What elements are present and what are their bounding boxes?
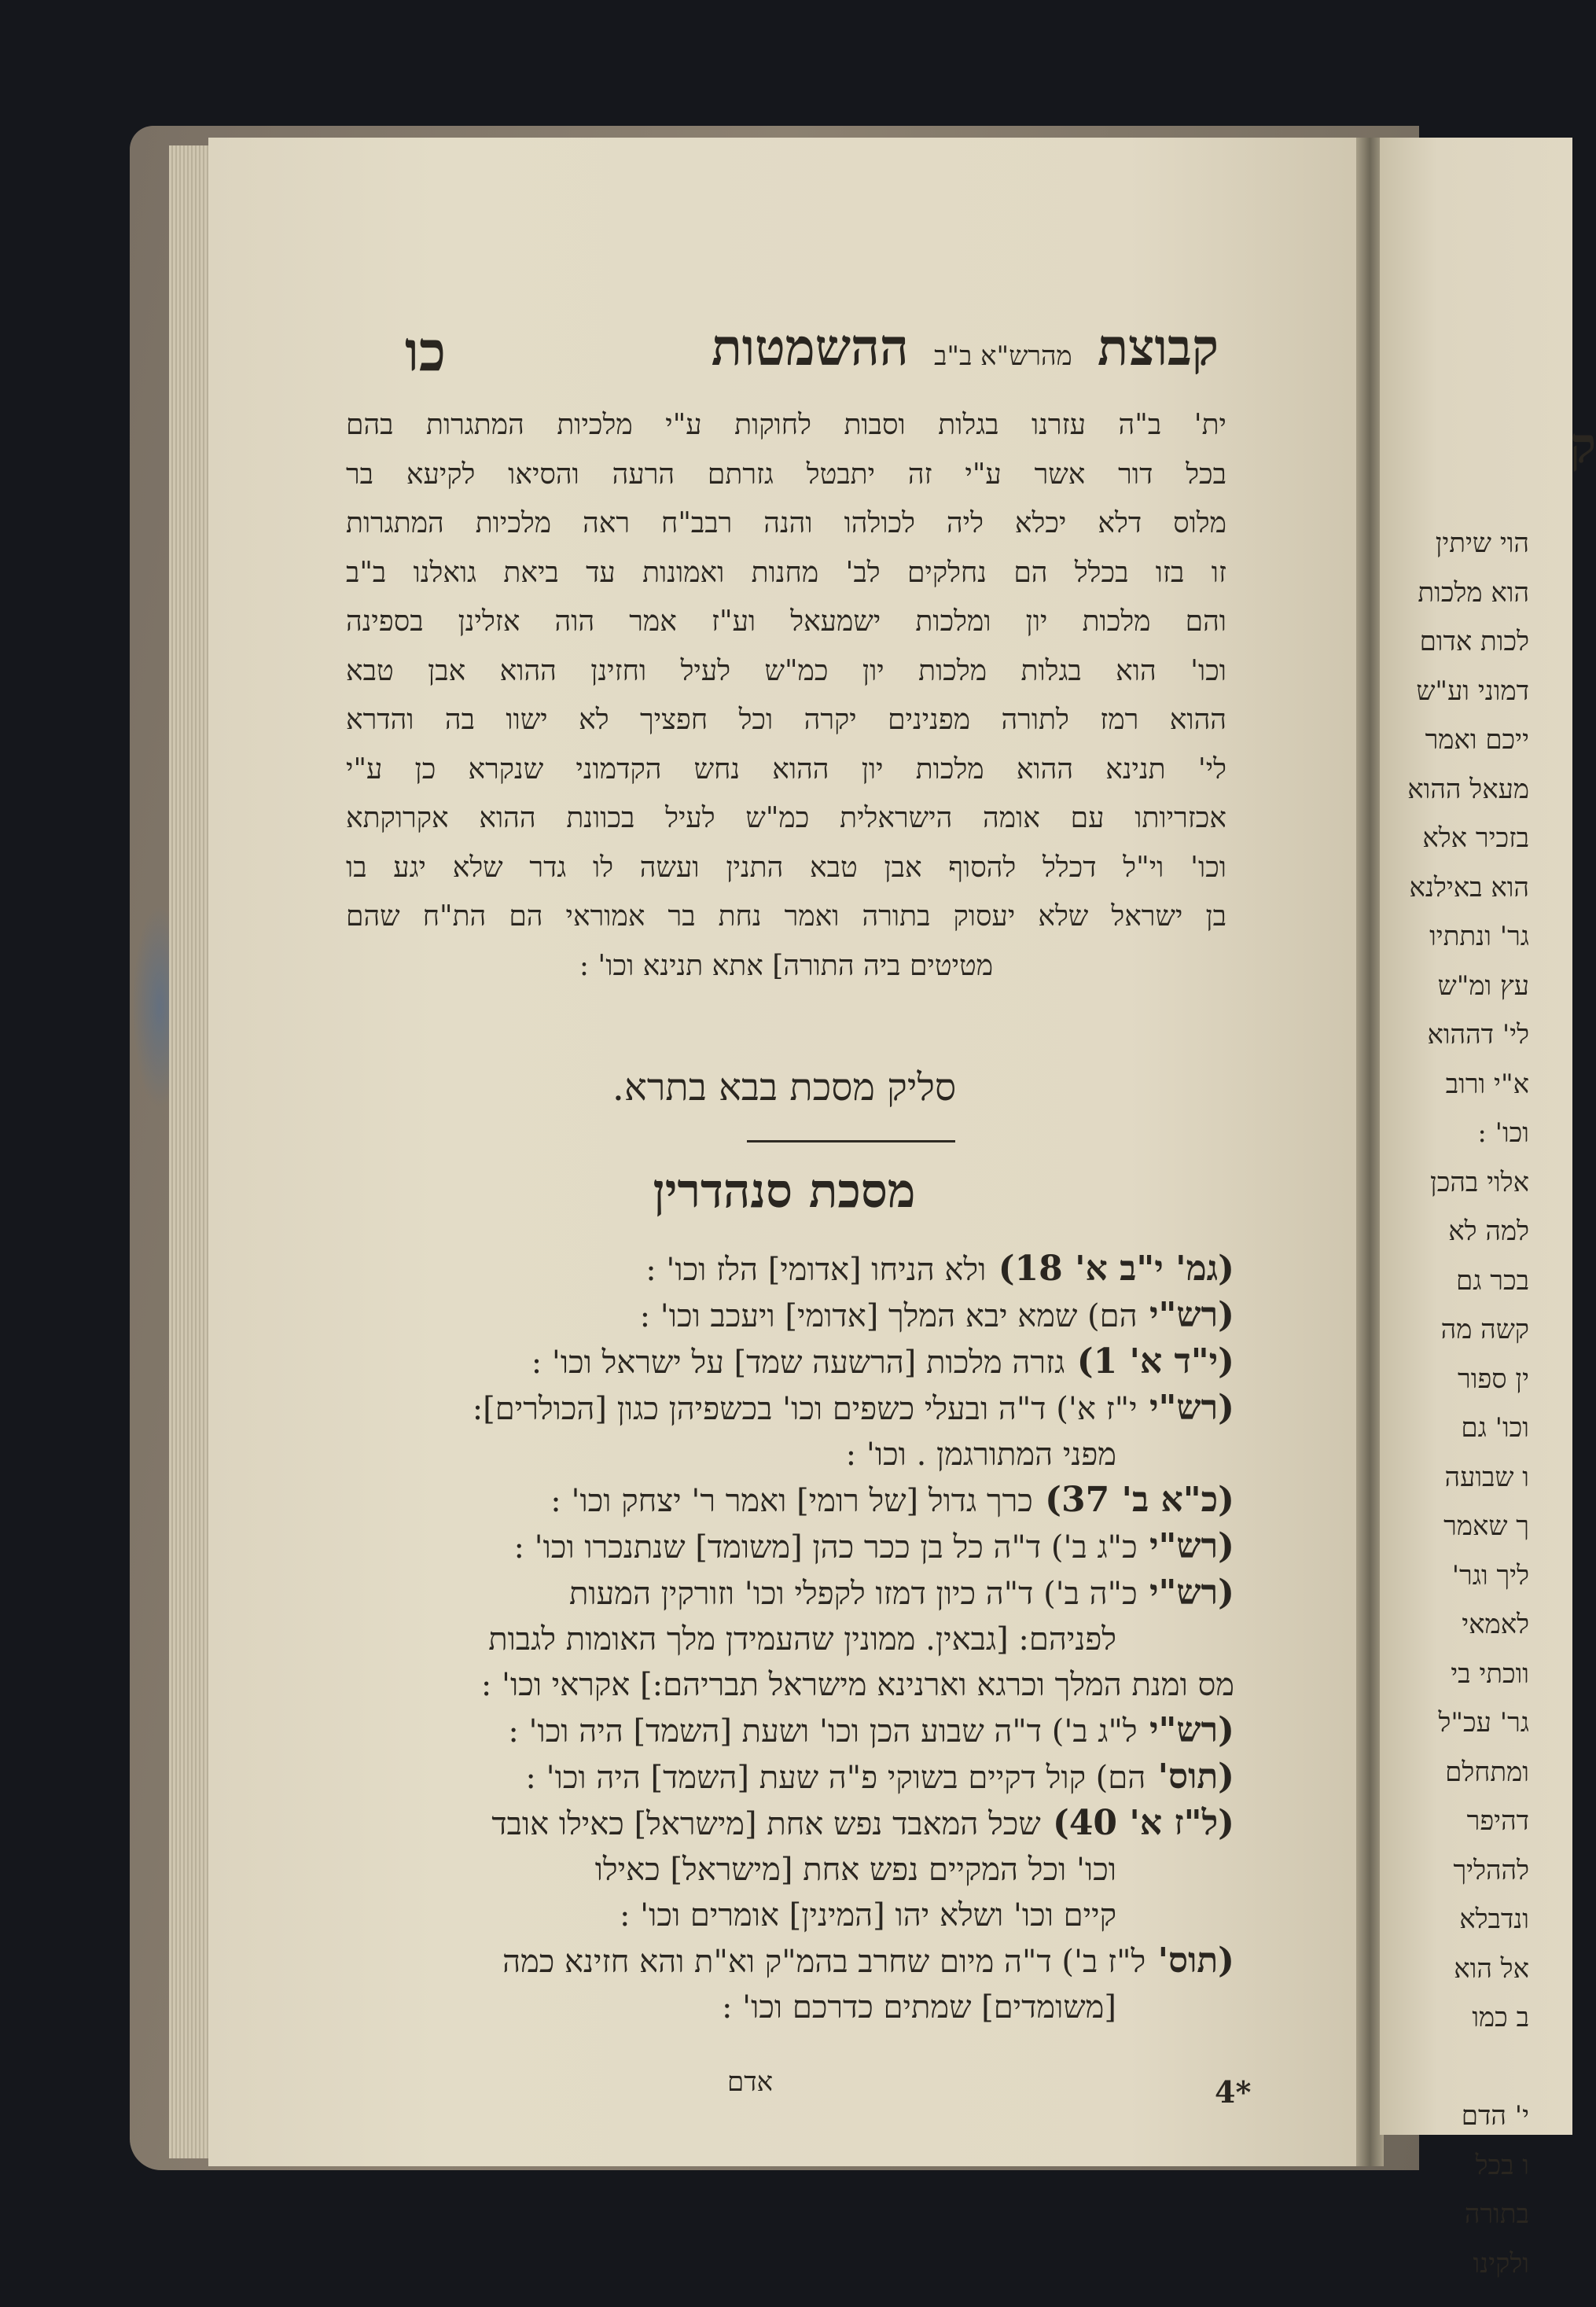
paragraph-line: וכו' וי"ל דכלל להסוף אבן טבא התנין ועשה לו גדר שלא יגע בו	[346, 851, 1226, 884]
running-title	[712, 318, 1219, 377]
commentary-paragraph	[346, 401, 1226, 991]
citation-text: הם) שמא יבא המלך [אדומי] ויעכב וכו' :	[639, 1298, 1138, 1334]
citation-text: [משומדים] שמתים כדרכם וכו' :	[721, 1989, 1116, 2026]
right-page-line: דמוני וע"ש	[1416, 675, 1529, 707]
citation-ref: (גמ' י"ב א' 18)	[986, 1249, 1234, 1289]
citation-ref: (רש"י	[1137, 1388, 1234, 1428]
paragraph-line: זו בזו בכלל הם נחלקים לב' מחנות ואמונות עד ביאת גואלנו ב"ב	[346, 556, 1226, 589]
citation-text: ל"ז ב') ד"ה מיום שחרב בהמ"ק וא"ת והא חזינא כמה	[502, 1944, 1146, 1980]
citation-entry	[322, 1801, 1234, 1847]
right-page-line: אלוי בהכן	[1430, 1166, 1529, 1198]
citation-text: גזרה מלכות [הרשעה שמד] על ישראל וכו' :	[531, 1345, 1065, 1381]
citation-ref: (רש"י	[1137, 1295, 1234, 1335]
catchword: אדם	[727, 2066, 773, 2098]
citation-text: הם) קול דקיים בשוקי פ"ה שעת [השמד] היה וכו' :	[525, 1760, 1146, 1796]
right-page-line: הוי שיתין	[1435, 528, 1529, 559]
paragraph-line: בן ישראל שלא יעסוק בתורה ואמר נחת בר אמוראי הם הת"ח שהם	[346, 900, 1226, 933]
citation-ref: (י"ד א' 1)	[1065, 1341, 1234, 1382]
citation-ref: (רש"י	[1137, 1710, 1234, 1750]
citation-text: ל"ג ב') ד"ה שבוע הכן וכו' ושעת [השמד] היה וכו' :	[508, 1713, 1138, 1750]
citation-entry	[322, 1524, 1234, 1570]
right-page-line: ונדבלא	[1459, 1904, 1529, 1935]
right-page-line: הוא מלכות	[1418, 576, 1529, 609]
right-page-line: וכו' גם	[1461, 1412, 1529, 1444]
citation-text: כ"ג ב') ד"ה כל בן ככר כהן [משומד] שנתנכרו וכו' :	[513, 1529, 1138, 1566]
right-page-line: ווכתי בי	[1451, 1658, 1529, 1690]
citation-text: מפני המתורגמן . וכו' :	[845, 1437, 1116, 1473]
right-page-line	[1372, 2043, 1529, 2092]
right-header-fragment: ק	[1569, 417, 1596, 474]
right-page-line: בכר גם	[1456, 1264, 1529, 1297]
right-page-line: א"י ורוב	[1445, 1068, 1529, 1100]
paragraph-line: מלוס דלא יכלא ליה לכולהו והנה רבב"ח ראה מלכיות המתגרות	[346, 507, 1226, 539]
citation-ref: (תוס'	[1146, 1757, 1234, 1797]
right-page-line: י' הדם	[1461, 2100, 1529, 2132]
right-page-line: אל הוא	[1454, 1952, 1529, 1985]
citation-ref: (רש"י	[1137, 1573, 1234, 1613]
header-prefix: קבוצת	[1097, 318, 1219, 377]
right-page-line: וכו' :	[1477, 1117, 1529, 1149]
right-page-line: ייכם ואמר	[1425, 724, 1529, 756]
citation-entry	[322, 1477, 1234, 1524]
right-page-line: בתורה	[1464, 2198, 1529, 2230]
citation-text: מס ומנת המלך וכרגא וארנינא מישראל תבריהם:] אקראי וכו' :	[480, 1667, 1234, 1703]
right-page-line: בזכיר אלא	[1422, 822, 1529, 854]
citation-ref: (רש"י	[1137, 1526, 1234, 1566]
citation-entry	[322, 1938, 1234, 1985]
right-page-line: ו שבועה	[1444, 1461, 1529, 1493]
citation-entry	[322, 1754, 1234, 1801]
right-page-line: ליך וגר'	[1451, 1559, 1529, 1591]
right-page-line: ב כמו	[1472, 2002, 1529, 2033]
citation-entry	[322, 1432, 1234, 1477]
citation-text: כרך גדול [של רומי] ואמר ר' יצחק וכו' :	[550, 1483, 1033, 1519]
right-page-line: לההליך	[1453, 1854, 1529, 1886]
citation-entry	[322, 1617, 1234, 1662]
citation-entry	[322, 1847, 1234, 1893]
header-small: מהרש"א ב"ב	[933, 340, 1072, 372]
right-page-line: דהיפר	[1466, 1805, 1529, 1837]
citation-text: קיים וכו' ושלא יהו [המינין] אומרים וכו' :	[619, 1897, 1116, 1934]
paragraph-line: לי' תנינא ההוא מלכות יון ההוא נחש הקדמוני שנקרא כן ע"י	[346, 752, 1226, 786]
right-page-line: ך שאמר	[1443, 1510, 1529, 1542]
right-page	[1380, 138, 1596, 2279]
right-page-line: ו בכל	[1475, 2149, 1529, 2181]
paragraph-line: ית' ב"ה עזרנו בגלות וסבות לחוקות ע"י מלכיות המתגרות בהם	[346, 409, 1226, 441]
page-number: כו	[405, 318, 447, 384]
citation-entry	[322, 1339, 1234, 1385]
citation-entry	[322, 1246, 1234, 1293]
citation-entry	[322, 1570, 1234, 1617]
right-page-line: למה לא	[1448, 1216, 1529, 1247]
signature-mark: 4*	[1215, 2074, 1252, 2110]
citation-entry	[322, 1662, 1234, 1708]
right-page-line: ומתחלם	[1445, 1756, 1529, 1788]
citation-entry	[322, 1293, 1234, 1339]
right-page-line: לאמאי	[1462, 1609, 1529, 1640]
tractate-title: מסכת סנהדרין	[653, 1164, 916, 1219]
right-page-line: מעאל ההוא	[1407, 773, 1529, 805]
citation-text: וכו' וכל המקיים נפש אחת [מישראל] כאילו	[594, 1852, 1116, 1888]
header-main: ההשמטות	[711, 318, 909, 377]
section-divider	[747, 1140, 955, 1142]
right-page-line: גר' עכ"ל	[1438, 1707, 1529, 1739]
citation-entry	[322, 1708, 1234, 1754]
citation-ref: (ל"ז א' 40)	[1040, 1803, 1234, 1843]
tractate-end-title: סליק מסכת בבא בתרא.	[612, 1065, 957, 1109]
citation-entry	[322, 1985, 1234, 2030]
right-page-line: הוא באילנא	[1409, 871, 1529, 903]
right-page-text	[1372, 519, 1529, 2288]
right-page-line: גר' ונתתיו	[1429, 921, 1529, 952]
paragraph-line: אכזריותו עם אומה הישראלית כמ"ש לעיל בכוונת ההוא אקרוקתא	[346, 802, 1226, 834]
citation-text: שכל המאבד נפש אחת [מישראל] כאילו אובד	[491, 1806, 1041, 1842]
paragraph-line: וכו' הוא בגלות מלכות יון כמ"ש לעיל וחזינן ההוא אבן טבא	[346, 654, 1226, 687]
right-page-line: ולקינו	[1473, 2247, 1529, 2279]
left-page	[208, 138, 1360, 2166]
paragraph-line: ההוא רמז לתורה מפנינים יקרה וכל חפציך לא ישוו בה והדרא	[346, 704, 1226, 736]
citation-text: כ"ה ב') ד"ה כיון דמזו לקפלי וכו' וזורקין המעות	[568, 1576, 1138, 1612]
paragraph-line: מטיטים ביה התורה] אתא תנינא וכו' :	[579, 949, 994, 982]
right-page-line: לי' דההוא	[1427, 1019, 1529, 1050]
citation-list	[322, 1246, 1234, 2030]
right-page-line: קשה מה	[1440, 1314, 1529, 1345]
citation-text: לפניהם: [גבאין. ממונין שהעמידן מלך האומות לגבות	[488, 1621, 1116, 1658]
citation-entry	[322, 1893, 1234, 1938]
citation-text: י"ז א') ד"ה ובעלי כשפים וכו' בכשפיהן כגון [הכולרים]:	[472, 1391, 1138, 1427]
right-page-line: ין ספור	[1458, 1363, 1529, 1395]
paragraph-line: בכל דור אשר ע"י זה יתבטל גזרתם הרעה והסיאו לקיעא בר	[346, 458, 1226, 491]
paragraph-line: והם מלכות יון ומלכות ישמעאל וע"ז אמר הוה אזלינן בספינה	[346, 605, 1226, 638]
citation-ref: (כ"א ב' 37)	[1032, 1480, 1234, 1520]
right-page-line: לכות אדום	[1419, 626, 1529, 657]
citation-entry	[322, 1385, 1234, 1432]
citation-ref: (תוס'	[1146, 1941, 1234, 1981]
citation-text: ולא הניחו [אדומי] הלז וכו' :	[645, 1252, 987, 1288]
right-page-line: עץ ומ"ש	[1437, 970, 1529, 1002]
